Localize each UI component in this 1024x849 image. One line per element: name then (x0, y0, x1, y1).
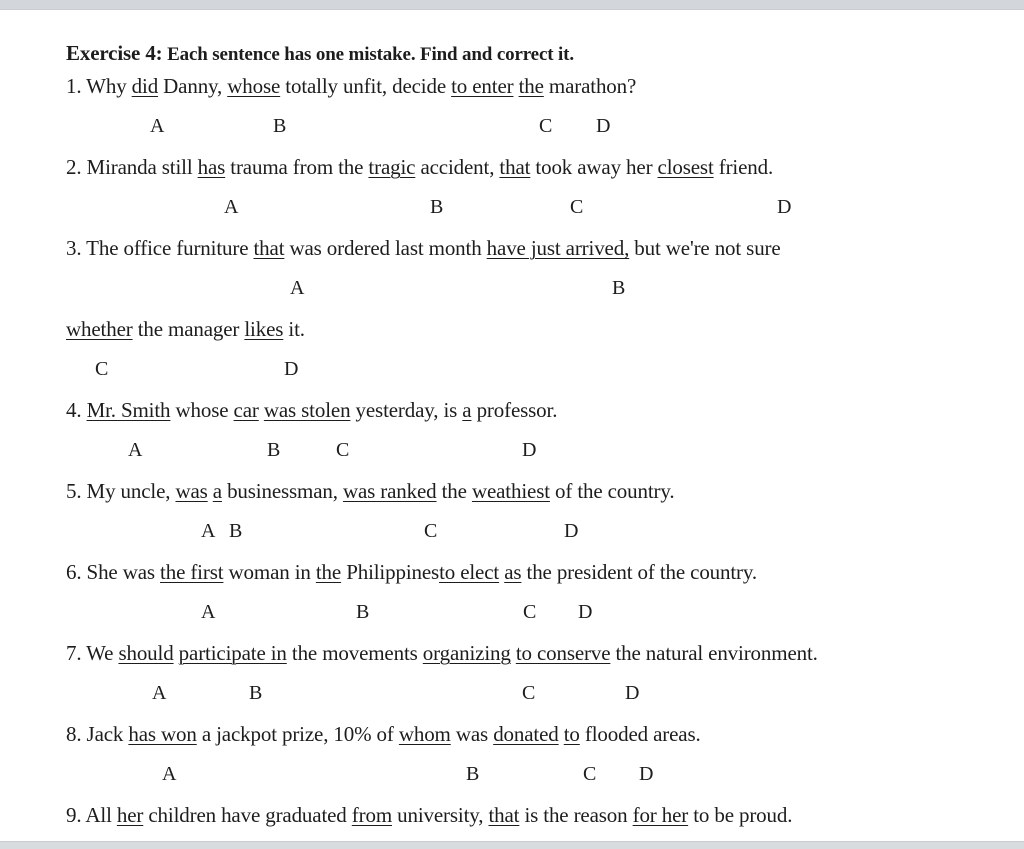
q4-label-b: B (267, 439, 281, 461)
q3-label-a: A (290, 277, 305, 299)
question-2-sentence: 2. Miranda still has trauma from the tragic accident, that took away her closest friend. (66, 155, 774, 179)
q8-label-b: B (466, 763, 480, 785)
q4-option-d-text: a (462, 398, 472, 422)
q7-option-c-text: organizing (422, 641, 511, 665)
exercise-title (66, 38, 574, 68)
q1-option-c-text: to enter (451, 74, 514, 98)
question-3-sentence-line-1: 3. The office furniture that was ordered last month have just arrived, but we're not sure (66, 236, 781, 260)
q4-label-d: D (522, 439, 537, 461)
top-bar (0, 0, 1024, 9)
q6-option-d-text: as (504, 560, 522, 584)
q3-option-d-text: likes (244, 317, 284, 341)
q1-label-c: C (539, 115, 553, 137)
q4-option-a-text: Mr. Smith (86, 398, 171, 422)
q9-option-a-text: her (116, 803, 144, 827)
q4-option-b-text: car (233, 398, 259, 422)
q3-label-c: C (95, 358, 109, 380)
q3-option-c-text: whether (66, 317, 133, 341)
q6-label-c: C (523, 601, 537, 623)
question-1-sentence: 1. Why did Danny, whose totally unfit, decide to enter the marathon? (66, 74, 637, 98)
q7-label-b: B (249, 682, 263, 704)
q6-option-a-text: the first (160, 560, 224, 584)
q8-option-d-text: to (563, 722, 580, 746)
question-4-sentence: 4. Mr. Smith whose car was stolen yesterday, is a professor. (66, 398, 558, 422)
q2-option-c-text: that (499, 155, 531, 179)
q4-option-c-text: was stolen (263, 398, 351, 422)
q2-label-a: A (224, 196, 239, 218)
q8-label-d: D (639, 763, 654, 785)
q5-label-c: C (424, 520, 438, 542)
q7-label-a: A (152, 682, 167, 704)
q5-label-b: B (229, 520, 243, 542)
q6-option-c-text: to elect (439, 560, 500, 584)
q3-option-a-text: that (253, 236, 285, 260)
q2-option-b-text: tragic (368, 155, 416, 179)
q3-label-d: D (284, 358, 299, 380)
q1-option-d-text: the (518, 74, 544, 98)
q8-option-b-text: whom (398, 722, 451, 746)
q4-label-a: A (128, 439, 143, 461)
q8-label-c: C (583, 763, 597, 785)
q6-label-a: A (201, 601, 216, 623)
q7-option-b-text: participate in (178, 641, 287, 665)
q1-label-a: A (150, 115, 165, 137)
exercise-number: Exercise 4: (66, 41, 163, 65)
exercise-instruction: Each sentence has one mistake. Find and correct it. (167, 44, 574, 65)
question-3-sentence-line-2: whether the manager likes it. (66, 317, 305, 341)
q1-option-b-text: whose (227, 74, 281, 98)
q5-label-d: D (564, 520, 579, 542)
question-7-sentence: 7. We should participate in the movements organizing to conserve the natural environment. (66, 641, 818, 665)
q7-label-d: D (625, 682, 640, 704)
bottom-band (0, 842, 1024, 849)
q2-label-b: B (430, 196, 444, 218)
q6-option-b-text: the (315, 560, 342, 584)
q2-option-d-text: closest (657, 155, 714, 179)
q9-option-d-text: for her (632, 803, 689, 827)
question-9-sentence: 9. All her children have graduated from university, that is the reason for her to be proud. (66, 803, 793, 827)
q7-option-a-text: should (118, 641, 174, 665)
q1-option-a-text: did (131, 74, 159, 98)
q3-option-b-text: have just arrived, (486, 236, 630, 260)
q5-option-b-text: a (212, 479, 222, 503)
q8-option-c-text: donated (493, 722, 559, 746)
q9-option-b-text: from (351, 803, 393, 827)
question-8-sentence: 8. Jack has won a jackpot prize, 10% of whom was donated to flooded areas. (66, 722, 701, 746)
q6-label-b: B (356, 601, 370, 623)
q5-option-c-text: was ranked (342, 479, 437, 503)
q2-option-a-text: has (197, 155, 226, 179)
q3-label-b: B (612, 277, 626, 299)
q5-label-a: A (201, 520, 216, 542)
q5-option-d-text: weathiest (471, 479, 550, 503)
q7-option-d-text: to conserve (515, 641, 611, 665)
q1-label-d: D (596, 115, 611, 137)
q8-label-a: A (162, 763, 177, 785)
q6-label-d: D (578, 601, 593, 623)
q1-label-b: B (273, 115, 287, 137)
question-5-sentence: 5. My uncle, was a businessman, was ranked the weathiest of the country. (66, 479, 675, 503)
q2-label-d: D (777, 196, 792, 218)
q7-label-c: C (522, 682, 536, 704)
q2-label-c: C (570, 196, 584, 218)
question-6-sentence: 6. She was the first woman in the Philippinesto elect as the president of the country. (66, 560, 757, 584)
q8-option-a-text: has won (128, 722, 197, 746)
q4-label-c: C (336, 439, 350, 461)
q5-option-a-text: was (175, 479, 208, 503)
q9-option-c-text: that (488, 803, 520, 827)
